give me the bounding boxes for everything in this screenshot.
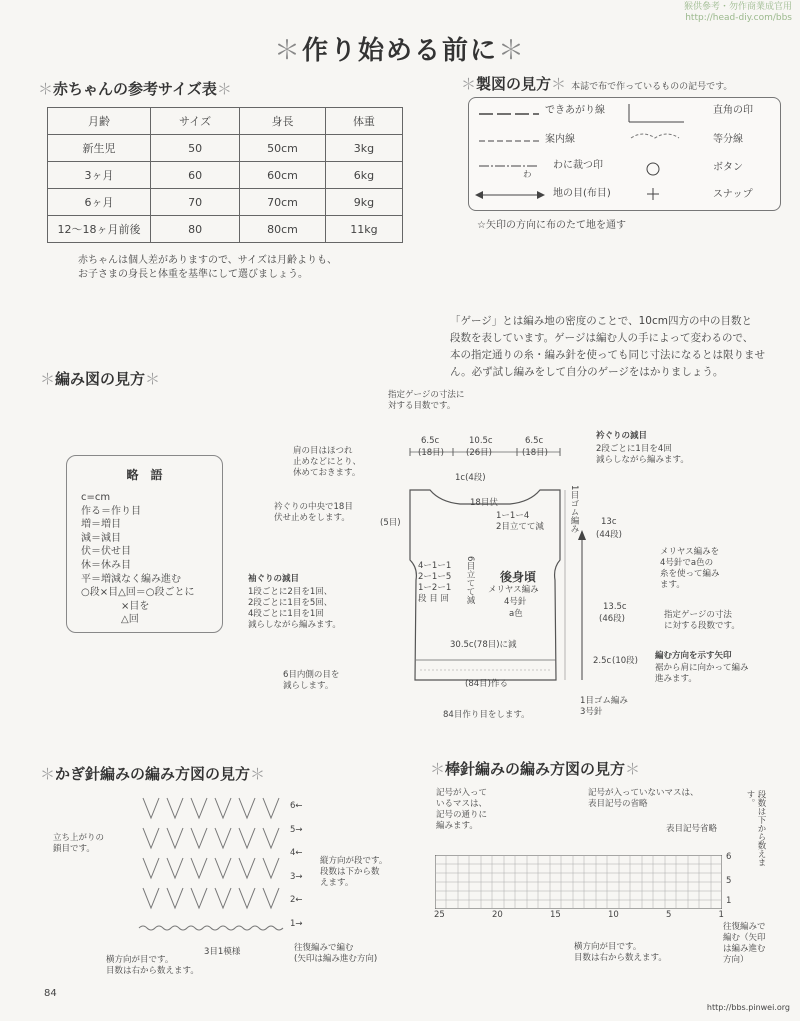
table-cell: 6kg: [325, 162, 402, 189]
abbreviation-item: 作る＝作り目: [81, 505, 141, 517]
footer-site: http://bbs.pinwei.org: [706, 1003, 790, 1012]
row-label: 5: [726, 876, 732, 886]
table-cell: 60cm: [240, 162, 326, 189]
table-cell: 50cm: [240, 135, 326, 162]
abbreviation-item: c=cm: [81, 492, 111, 503]
crochet-row-labels: [290, 795, 303, 936]
dim-label: 2.5c: [593, 656, 612, 666]
table-cell: 12〜18ヶ月前後: [48, 216, 151, 243]
wa-mark: わ: [523, 170, 532, 180]
row-count-note: 段数は下から数えます。: [745, 790, 766, 867]
legend-box: [468, 97, 781, 211]
row-label: 6←: [290, 801, 303, 811]
dim-label: 30.5c(78目)に減: [450, 640, 517, 650]
back-forth-note: 往復編みで編む (矢印は編み進む方向): [294, 943, 378, 964]
dim-label: 10.5c: [469, 436, 493, 446]
table-cell: 6ヶ月: [48, 189, 151, 216]
knit-chart-heading: ＊編み図の見方＊: [40, 370, 161, 388]
legend-item: できあがり線: [545, 105, 605, 116]
x-tick-label: 20: [491, 910, 503, 920]
omit-label: 表目記号省略: [666, 824, 718, 834]
dim-label: (18目): [418, 448, 444, 458]
table-row: [48, 162, 403, 189]
x-tick-label: 10: [607, 910, 619, 920]
arrow-heading: 編む方向を示す矢印: [655, 651, 732, 661]
abbreviation-item: 休＝休み目: [81, 559, 131, 571]
table-row: [48, 189, 403, 216]
abbreviation-title: 略 語: [126, 468, 163, 482]
table-row: [48, 216, 403, 243]
pattern-repeat-label: 3目1模様: [204, 947, 241, 957]
size-table: [47, 107, 403, 243]
body-needle: 4号針: [504, 597, 527, 607]
abbreviation-item: ○段×目△回＝○段ごとに: [81, 587, 195, 599]
table-cell: 70: [151, 189, 240, 216]
horizontal-note: 横方向が目です。 目数は右から数えます。: [106, 955, 199, 976]
dim-label: (46段): [599, 614, 625, 624]
cast-on-label: (84目)作る: [465, 679, 508, 689]
knit-x-axis: [434, 910, 724, 921]
table-cell: 3kg: [325, 135, 402, 162]
row-label: 2←: [290, 895, 303, 905]
x-tick-label: 5: [665, 910, 672, 920]
legend-heading: ＊製図の見方＊ 本誌で布で作っているものの記号です。: [461, 75, 733, 93]
legend-item: 案内線: [545, 134, 575, 145]
gauge-rows-note: 指定ゲージの寸法 に対する段数です。: [664, 610, 740, 631]
table-cell: 80: [151, 216, 240, 243]
dim-label: (10段): [612, 656, 638, 666]
blank-note: 記号が入っていないマスは、 表目記号の省略: [588, 788, 699, 809]
watermark: 猴供參考・勿作商業成官用 http://head-diy.com/bbs: [683, 2, 792, 23]
crochet-heading: ＊かぎ針編みの編み方図の見方＊: [40, 765, 266, 783]
neck-bind-note: 衿ぐりの中央で18目 伏せ止めをします。: [274, 502, 353, 523]
table-cell: 80cm: [240, 216, 326, 243]
table-row: [48, 135, 403, 162]
dim-label: 13c: [601, 517, 617, 527]
row-label: 3→: [290, 871, 303, 882]
table-cell: 9kg: [325, 189, 402, 216]
page-number: 84: [44, 988, 57, 999]
chain-note: 立ち上がりの 鎖目です。: [53, 833, 105, 854]
meriyasu-note: メリヤス編みを 4号針でa色の 糸を使って編み ます。: [660, 547, 720, 590]
legend-item: スナップ: [713, 189, 753, 200]
row-label: 4←: [290, 848, 303, 858]
x-tick-label: 1: [718, 910, 724, 920]
dim-label: (5目): [380, 518, 401, 528]
armhole-note: 1段ごとに2目を1回、 2段ごとに1目を5回、 4段ごとに1目を1回 減らしながら編みます。: [248, 587, 341, 630]
six-flat-label: 6目立てて減: [465, 556, 475, 604]
row-label: 5→: [290, 824, 303, 835]
x-tick-label: 25: [434, 910, 445, 920]
abbreviation-item: ×目を: [81, 600, 150, 612]
legend-note: ☆矢印の方向に布のたて地を通す: [477, 220, 626, 231]
table-cell: 60: [151, 162, 240, 189]
dim-label: 13.5c: [603, 602, 627, 612]
page-title: ＊作り始める前に＊: [273, 36, 527, 66]
legend-item: わに裁つ印: [553, 160, 603, 171]
armhole-heading: 袖ぐりの減目: [248, 574, 300, 584]
legend-item: 直角の印: [713, 105, 753, 116]
legend-item: ボタン: [713, 162, 743, 173]
armhole-formula: 4ー1ー1 2ー1ー5 1ー2ー1 段 目 回: [418, 561, 452, 604]
dim-label: 6.5c: [421, 436, 440, 446]
abbreviation-item: 増＝増目: [81, 519, 121, 531]
gauge-stitch-note: 指定ゲージの寸法に 対する目数です。: [388, 390, 465, 411]
abbreviation-item: △回: [81, 614, 139, 626]
back-forth-note: 往復編みで 編む（矢印 は編み進む 方向）: [723, 922, 766, 965]
cast-on-note: 84目作り目をします。: [443, 710, 530, 720]
knit-symbol-grid: [435, 855, 722, 909]
table-cell: 70cm: [240, 189, 326, 216]
abbreviation-item: 伏＝伏せ目: [81, 546, 131, 558]
column-header: 体重: [325, 108, 402, 135]
symbol-note: 記号が入って いるマスは、 記号の通りに 編みます。: [436, 788, 488, 831]
stick-heading: ＊棒針編みの編み方図の見方＊: [430, 760, 641, 778]
vertical-note: 縦方向が段です。 段数は下から数 えます。: [320, 856, 388, 888]
legend-item: 地の目(布目): [553, 188, 611, 199]
body-title: 後身頃: [500, 570, 537, 584]
gauge-explanation: 「ゲージ」とは編み地の密度のことで、10cm四方の中の目数と 段数を表しています。ゲージは編む人の手によって変わるので、 本の指定通りの糸・編み針を使っても同じ寸法になるとは限りませ ん。必ず試し編みをして自分のゲージをはかりましょう。: [450, 315, 765, 378]
column-header: サイズ: [151, 108, 240, 135]
back-body-diagram: [360, 440, 620, 690]
rib-bottom-label: 1目ゴム編み 3号針: [580, 696, 628, 717]
column-header: 身長: [240, 108, 326, 135]
abbreviation-item: 減＝減目: [81, 532, 121, 544]
body-color: a色: [509, 609, 523, 619]
row-label: 1: [726, 896, 732, 906]
legend-item: 等分線: [713, 134, 743, 145]
abbreviation-box: [66, 455, 223, 633]
neck-decrease-heading: 衿ぐりの減目: [596, 431, 648, 441]
dim-label: (26目): [466, 448, 492, 458]
column-header: 月齢: [48, 108, 151, 135]
crochet-symbol-chart: [135, 788, 285, 938]
neck-decrease-note: 2段ごとに1目を4回 減らしながら編みます。: [596, 444, 689, 465]
horizontal-note: 横方向が目です。 目数は右から数えます。: [574, 942, 667, 963]
table-cell: 11kg: [325, 216, 402, 243]
dim-label: (18目): [522, 448, 548, 458]
dim-label: (44段): [596, 530, 622, 540]
row-label: 6: [726, 852, 732, 862]
six-decrease-note: 6目内側の目を 減らします。: [283, 670, 340, 691]
body-stitch: メリヤス編み: [488, 585, 539, 595]
abbreviation-item: 平＝増減なく編み進む: [81, 573, 181, 585]
row-label: 1→: [290, 918, 303, 929]
x-tick-label: 15: [549, 910, 561, 920]
neck-flat-label: 2目立てて減: [496, 522, 544, 532]
arrow-note: 裾から肩に向かって編み 進みます。: [655, 663, 749, 684]
size-chart-heading: ＊赤ちゃんの参考サイズ表＊: [38, 80, 232, 98]
shoulder-note: 肩の目はほつれ 止めなどにとり、 休めておきます。: [293, 446, 362, 478]
rib-side-label: 1目ゴム編み: [569, 485, 579, 533]
table-cell: 50: [151, 135, 240, 162]
neck-formula: 1ー1ー4: [496, 511, 530, 521]
table-cell: 3ヶ月: [48, 162, 151, 189]
dim-label: 18目伏: [470, 498, 498, 508]
dim-label: 6.5c: [525, 436, 544, 446]
dim-label: 1c(4段): [455, 473, 486, 483]
table-cell: 新生児: [48, 135, 151, 162]
size-note: 赤ちゃんは個人差がありますので、サイズは月齢よりも、 お子さまの身長と体重を基準にして選びましょう。: [78, 255, 337, 280]
